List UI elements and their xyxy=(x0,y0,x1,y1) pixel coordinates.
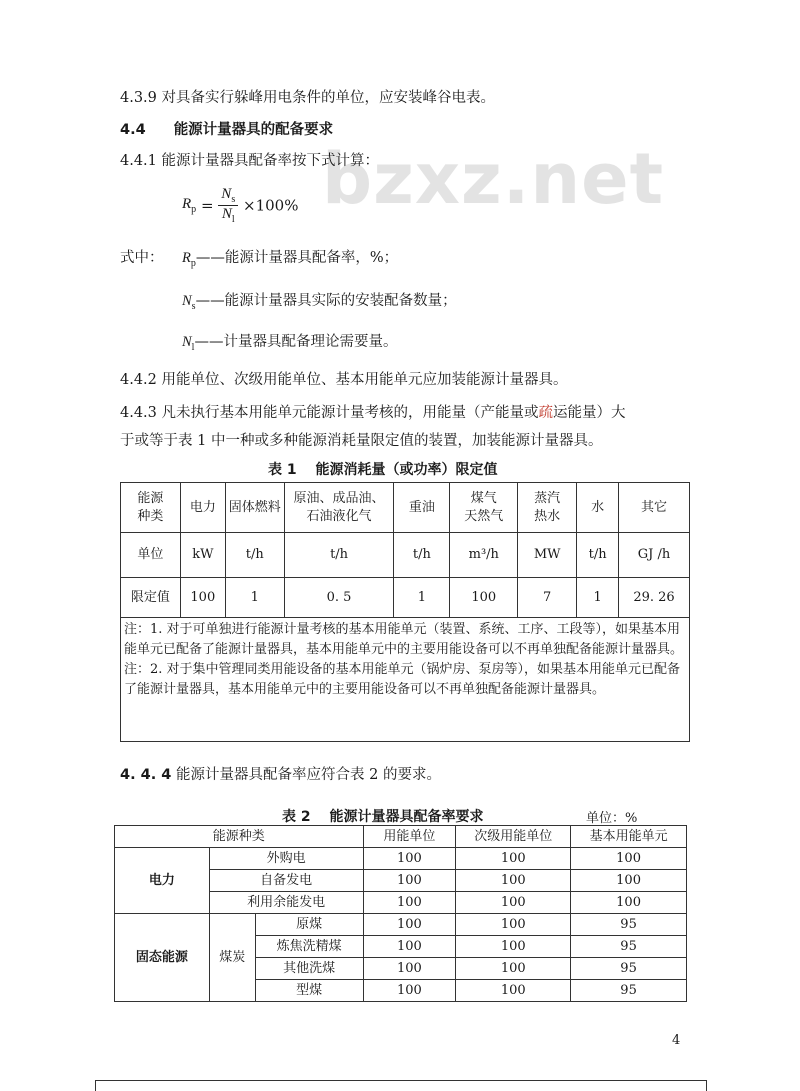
paragraph-4-4-2: 4.4.2 用能单位、次级用能单位、基本用能单元应加装能源计量器具。 xyxy=(120,372,568,388)
table1-notes xyxy=(121,618,690,742)
table2-group-solid: 固态能源 xyxy=(115,914,210,1002)
table1-note-row xyxy=(121,618,690,742)
table2-cell: 100 xyxy=(456,848,571,870)
table1-header-cell: 原油、成品油、 石油液化气 xyxy=(284,483,394,533)
table2-cell: 100 xyxy=(363,870,456,892)
table2-cell: 100 xyxy=(363,980,456,1002)
table1-note-2: 注：2. 对于集中管理同类用能设备的基本用能单元（锅炉房、泵房等），如果基本用能单元已配备了能源计量器具，基本用能单元中的主要用能设备可以不再单独配备能源计量器具。 xyxy=(124,662,681,697)
table2-cell: 100 xyxy=(363,892,456,914)
table2-cell: 100 xyxy=(363,936,456,958)
table2-cell: 100 xyxy=(456,892,571,914)
table1-header-cell: 重油 xyxy=(394,483,450,533)
table2-cell: 100 xyxy=(456,958,571,980)
paragraph-4-4-1: 4.4.1 能源计量器具配备率按下式计算： xyxy=(120,153,380,169)
table1 xyxy=(120,482,690,742)
table1-cell: MW xyxy=(518,533,577,578)
paragraph-4-3-9: 4.3.9 对具备实行躲峰用电条件的单位，应安装峰谷电表。 xyxy=(120,90,496,106)
table1-header-cell: 水 xyxy=(577,483,619,533)
table2-header-row xyxy=(115,826,687,848)
table1-cell: t/h xyxy=(225,533,284,578)
formula-fraction: $\frac{N_s}{N_l}$ xyxy=(218,186,238,225)
table2-cell: 100 xyxy=(456,936,571,958)
page-number: 4 xyxy=(672,1033,681,1048)
table2-cell: 型煤 xyxy=(255,980,363,1002)
table2-header-cell: 次级用能单位 xyxy=(456,826,571,848)
section-title: 能源计量器具的配备要求 xyxy=(173,122,334,138)
table2-cell: 100 xyxy=(363,848,456,870)
table2-cell: 原煤 xyxy=(255,914,363,936)
paragraph-4-4-4: 4. 4. 4 能源计量器具配备率应符合表 2 的要求。 xyxy=(120,767,441,783)
where-label: 式中： xyxy=(120,250,164,266)
table1-cell: m³/h xyxy=(450,533,518,578)
table1-cell: kW xyxy=(180,533,225,578)
section-heading-4-4 xyxy=(120,120,333,140)
table1-header-row xyxy=(121,483,690,533)
formula: $R_p$ = $\frac{N_s}{N_l}$ ×100% xyxy=(182,186,299,225)
table2-cell: 利用余能发电 xyxy=(209,892,363,914)
table1-unit-row xyxy=(121,533,690,578)
table2-subgroup-coal: 煤炭 xyxy=(209,914,255,1002)
table1-cell: 1 xyxy=(394,578,450,618)
table2-caption: 表 2 能源计量器具配备率要求 xyxy=(282,809,484,825)
section-number: 4.4 xyxy=(120,122,146,138)
table1-caption: 表 1 能源消耗量（或功率）限定值 xyxy=(268,462,498,478)
table2-cell: 外购电 xyxy=(209,848,363,870)
table2-header-cell: 用能单位 xyxy=(363,826,456,848)
table1-cell: 100 xyxy=(180,578,225,618)
table1-limit-row xyxy=(121,578,690,618)
paragraph-4-4-3-line2: 于或等于表 1 中一种或多种能源消耗量限定值的装置，加装能源计量器具。 xyxy=(120,433,603,449)
table1-cell: 单位 xyxy=(121,533,181,578)
table1-header-cell: 蒸汽 热水 xyxy=(518,483,577,533)
table2-cell: 100 xyxy=(571,848,687,870)
formula-tail: ×100% xyxy=(243,196,299,215)
formula-lhs: $R_p$ xyxy=(182,196,197,215)
table2-cell: 100 xyxy=(456,870,571,892)
table2-cell: 100 xyxy=(363,958,456,980)
where-item-ns: $N_s——$能源计量器具实际的安装配备数量； xyxy=(182,293,457,312)
table2-cell: 95 xyxy=(571,958,687,980)
table2-cell: 95 xyxy=(571,914,687,936)
watermark: bzxz.net xyxy=(322,138,665,220)
table1-cell: 7 xyxy=(518,578,577,618)
table2-row xyxy=(115,848,687,870)
table2-header-cell: 能源种类 xyxy=(115,826,364,848)
table1-header-cell: 煤气 天然气 xyxy=(450,483,518,533)
table2 xyxy=(114,825,687,1002)
table1-cell: t/h xyxy=(284,533,394,578)
table1-note-1: 注：1. 对于可单独进行能源计量考核的基本用能单元（装置、系统、工序、工段等），如果基本用能单元已配备了能源计量器具，基本用能单元中的主要用能设备可以不再单独配备能源计量器具。 xyxy=(124,622,684,657)
table2-cell: 100 xyxy=(363,914,456,936)
table2-cell: 100 xyxy=(456,980,571,1002)
table1-cell: t/h xyxy=(394,533,450,578)
table2-cell: 100 xyxy=(456,914,571,936)
table1-header-cell: 其它 xyxy=(619,483,690,533)
table1-cell: 29. 26 xyxy=(619,578,690,618)
table1-cell: 限定值 xyxy=(121,578,181,618)
table2-cell: 95 xyxy=(571,936,687,958)
table1-cell: 100 xyxy=(450,578,518,618)
table2-unit: 单位：% xyxy=(586,811,638,826)
where-item-nl: $N_l——$计量器具配备理论需要量。 xyxy=(182,334,398,353)
table1-header-cell: 固体燃料 xyxy=(225,483,284,533)
table2-cell: 100 xyxy=(571,892,687,914)
table1-cell: 1 xyxy=(577,578,619,618)
table1-cell: 0. 5 xyxy=(284,578,394,618)
table1-header-cell: 电力 xyxy=(180,483,225,533)
table1-cell: t/h xyxy=(577,533,619,578)
table1-cell: 1 xyxy=(225,578,284,618)
table2-cell: 炼焦洗精煤 xyxy=(255,936,363,958)
table2-header-cell: 基本用能单元 xyxy=(571,826,687,848)
where-item-rp: $R_p——$能源计量器具配备率，%； xyxy=(182,250,399,269)
table2-cell: 自备发电 xyxy=(209,870,363,892)
table2-group-electric: 电力 xyxy=(115,848,210,914)
table2-cell: 100 xyxy=(571,870,687,892)
page-frame-edge xyxy=(95,1080,707,1091)
table2-cell: 95 xyxy=(571,980,687,1002)
table2-cell: 其他洗煤 xyxy=(255,958,363,980)
table1-cell: GJ /h xyxy=(619,533,690,578)
table2-row xyxy=(115,914,687,936)
table1-header-cell: 能源 种类 xyxy=(121,483,181,533)
paragraph-4-4-3-line1: 4.4.3 凡未执行基本用能单元能源计量考核的，用能量（产能量或疏运能量）大 xyxy=(120,405,626,421)
